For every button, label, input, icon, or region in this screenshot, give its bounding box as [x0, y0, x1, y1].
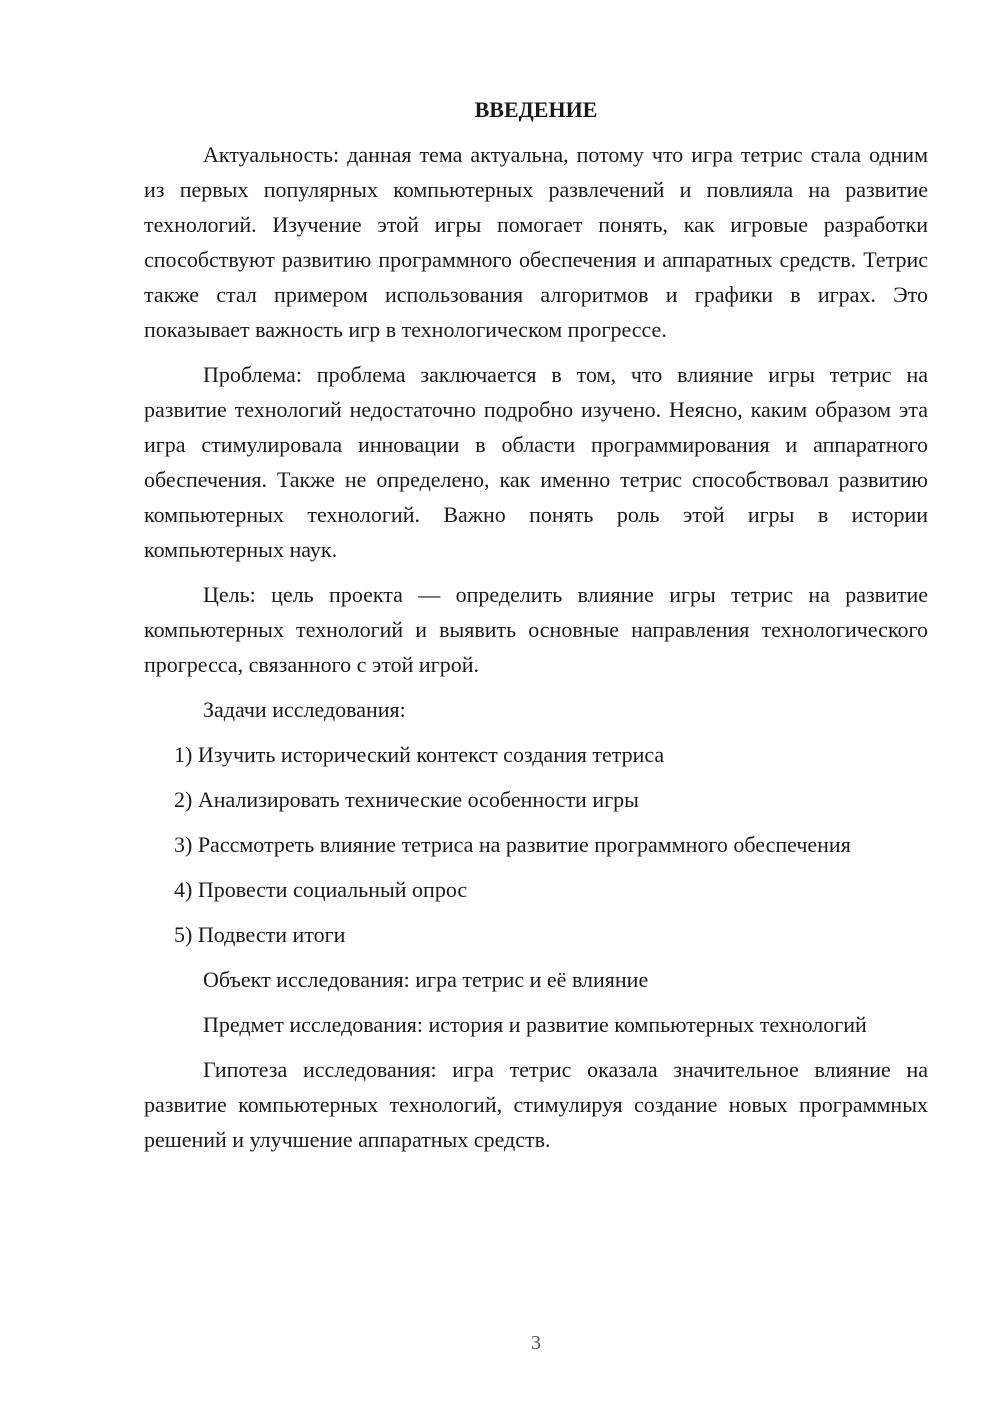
page-content — [144, 95, 928, 1167]
relevance-paragraph: Актуальность: данная тема актуальна, потому что игра тетрис стала одним из первых популярных компьютерных развлечений и повлияла на развитие технологий. Изучение этой игры помогает понять, как игровые разработки способствуют развитию программного обеспечения и аппаратных средств. Тетрис также стал примером использования алгоритмов и графики в играх. Это показывает важность игр в технологическом прогрессе. — [144, 142, 928, 342]
task-item-3: 3) Рассмотреть влияние тетриса на развитие программного обеспечения — [174, 832, 851, 857]
task-item-1: 1) Изучить исторический контекст создания тетриса — [174, 742, 665, 767]
section-heading: ВВЕДЕНИЕ — [474, 97, 598, 122]
task-item-4: 4) Провести социальный опрос — [174, 877, 468, 902]
goal-paragraph: Цель: цель проекта — определить влияние игры тетрис на развитие компьютерных технологий и выявить основные направления технологического прогресса, связанного с этой игрой. — [144, 582, 928, 677]
hypothesis-paragraph: Гипотеза исследования: игра тетрис оказала значительное влияние на развитие компьютерных технологий, стимулируя создание новых программных решений и улучшение аппаратных средств. — [144, 1057, 928, 1152]
subject-paragraph: Предмет исследования: история и развитие компьютерных технологий — [203, 1012, 867, 1037]
task-item-5: 5) Подвести итоги — [174, 922, 346, 947]
task-item-2: 2) Анализировать технические особенности игры — [174, 787, 639, 812]
problem-paragraph: Проблема: проблема заключается в том, что влияние игры тетрис на развитие технологий недостаточно подробно изучено. Неясно, каким образом эта игра стимулировала инновации в области программирования и аппаратного обеспечения. Также не определено, как именно тетрис способствовал развитию компьютерных технологий. Важно понять роль этой игры в истории компьютерных наук. — [144, 362, 928, 562]
object-paragraph: Объект исследования: игра тетрис и её влияние — [203, 967, 649, 992]
page-number: 3 — [531, 1332, 541, 1354]
tasks-title: Задачи исследования: — [203, 697, 406, 722]
